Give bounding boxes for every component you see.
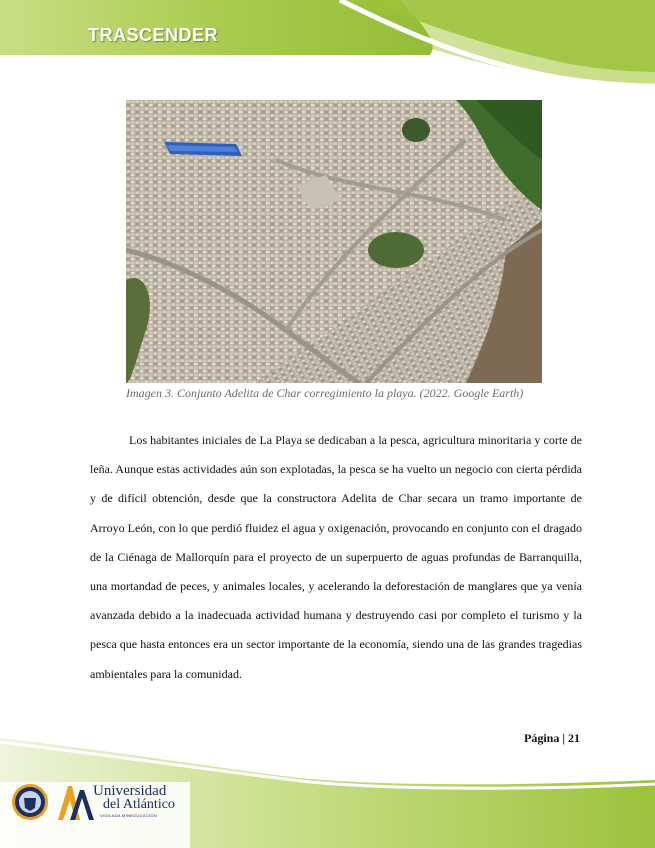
logo-line-2: del Atlántico xyxy=(103,797,175,812)
body-paragraph: Los habitantes iniciales de La Playa se dedicaban a la pesca, agricultura minoritaria y corte de leña. Aunque estas actividades aún son explotadas, la pesca se ha vuelto un negocio con cierta pérdida y de difícil obtención, desde que la constructora Adelita de Char secara un tramo importante de Arroyo León, con lo que perdió fluidez el agua y oxigenación, provocando en conjunto con el dragado de la Ciénaga de Mallorquín para el proyecto de un superpuerto de aguas profundas de Barranquilla, una mortandad de peces, y animales locales, y acelerando la deforestación de manglares que ya venía avanzada debido a la inadecuada actividad humana y destruyendo casi por completo el turismo y la pesca que hasta entonces era un sector importante de la economía, siendo una de las grandes tragedias ambientales para la comunidad. xyxy=(90,433,582,681)
page-number: Página | 21 xyxy=(524,731,580,745)
header-title: TRASCENDER xyxy=(88,25,219,45)
figure-caption: Imagen 3. Conjunto Adelita de Char corregimiento la playa. (2022. Google Earth) xyxy=(126,386,524,400)
aerial-photo xyxy=(126,100,542,383)
body-text xyxy=(90,426,582,689)
header-band xyxy=(0,0,655,110)
logo-line-1: Universidad xyxy=(93,783,167,799)
logo-tagline: VIGILADA MINEDUCACIÓN xyxy=(100,813,157,818)
